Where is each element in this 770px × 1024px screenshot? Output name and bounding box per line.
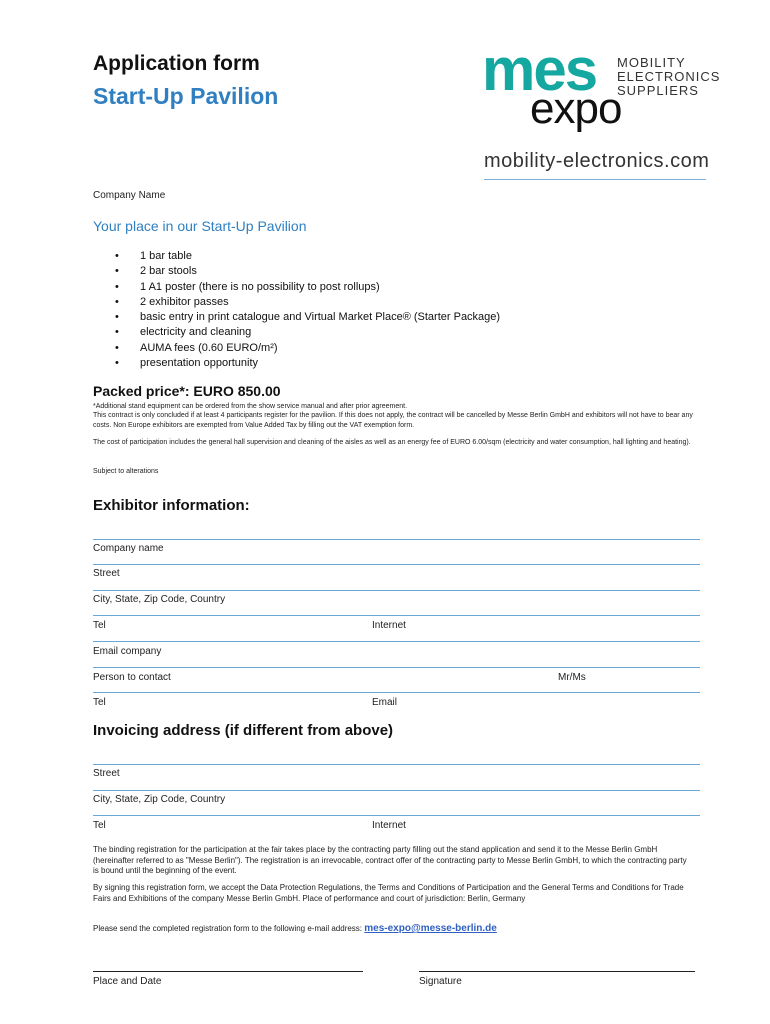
invoice-tel-field[interactable]: Tel bbox=[93, 820, 106, 831]
field-divider bbox=[93, 615, 700, 616]
price-heading: Packed price*: EURO 850.00 bbox=[93, 383, 281, 399]
list-item: • 2 exhibitor passes bbox=[93, 295, 500, 310]
logo-tagline-line: MOBILITY bbox=[617, 55, 686, 70]
field-divider bbox=[93, 564, 700, 565]
send-text: Please send the completed registration form to the following e-mail address: bbox=[93, 924, 363, 933]
exhibitor-heading: Exhibitor information: bbox=[93, 497, 250, 514]
field-divider bbox=[93, 641, 700, 642]
invoicing-heading: Invoicing address (if different from above) bbox=[93, 722, 394, 739]
price-note-3: The cost of participation includes the general hall supervision and cleaning of the aisles as well as an energy fee of EURO 6.00/sqm (electricity and water consumption, hall lighting and heating). bbox=[93, 439, 691, 446]
logo-mes: mes bbox=[482, 36, 597, 103]
terms-paragraph: By signing this registration form, we accept the Data Protection Regulations, the Terms and Conditions of Participation and the General Terms and Conditions for Trade Fairs and Exhibitions of the company Messe Berlin GmbH. Place of performance and court of jurisdiction: Berlin, Germany bbox=[93, 883, 684, 903]
signature-label: Signature bbox=[419, 976, 462, 987]
mr-ms-field[interactable]: Mr/Ms bbox=[558, 672, 586, 683]
field-divider bbox=[93, 539, 700, 540]
send-instructions bbox=[93, 924, 713, 935]
form-subtitle: Start-Up Pavilion bbox=[93, 83, 279, 109]
internet-field[interactable]: Internet bbox=[372, 620, 406, 631]
tel2-field[interactable]: Tel bbox=[93, 697, 106, 708]
field-divider bbox=[93, 667, 700, 668]
pavilion-heading: Your place in our Start-Up Pavilion bbox=[93, 218, 307, 234]
price-note-2: This contract is only concluded if at least 4 participants register for the pavilion. If this does not apply, the contract will be cancelled by Messe Berlin GmbH and exhibitors will not have to bear any costs. Non Europe exhibitors are exempted from Value Added Tax by filling out the VAT exemption form. bbox=[93, 412, 693, 429]
invoice-city-field[interactable]: City, State, Zip Code, Country bbox=[93, 794, 226, 805]
header-divider bbox=[484, 179, 706, 180]
street-field[interactable]: Street bbox=[93, 568, 120, 579]
company-name-label: Company Name bbox=[93, 190, 166, 201]
tel-field[interactable]: Tel bbox=[93, 620, 106, 631]
signature-line[interactable] bbox=[419, 971, 695, 972]
person-contact-field[interactable]: Person to contact bbox=[93, 672, 171, 683]
logo-tagline-line: SUPPLIERS bbox=[617, 83, 699, 98]
list-item: • 1 bar table bbox=[93, 249, 500, 264]
list-item: • electricity and cleaning bbox=[93, 325, 500, 340]
email-company-field[interactable]: Email company bbox=[93, 646, 162, 657]
field-divider bbox=[93, 764, 700, 765]
invoice-street-field[interactable]: Street bbox=[93, 768, 120, 779]
place-date-line[interactable] bbox=[93, 971, 363, 972]
registration-paragraph: The binding registration for the participation at the fair takes place by the contracting party filling out the stand application and send it to the Messe Berlin GmbH (hereinafter referred to as "Messe Berlin"). The registration is an irrevocable, contract offer of the contracting party to Messe Berlin GmbH, to which the contracting party is bound until the beginning of the event. bbox=[93, 845, 687, 875]
logo-expo: expo bbox=[530, 84, 622, 133]
list-item: • AUMA fees (0.60 EURO/m²) bbox=[93, 341, 500, 356]
logo-tagline-line: ELECTRONICS bbox=[617, 69, 721, 84]
city-field[interactable]: City, State, Zip Code, Country bbox=[93, 594, 226, 605]
form-title: Application form bbox=[93, 52, 260, 75]
list-item: • 1 A1 poster (there is no possibility to post rollups) bbox=[93, 280, 500, 295]
list-item: • presentation opportunity bbox=[93, 356, 500, 371]
logo-tagline bbox=[617, 56, 720, 98]
list-item: • basic entry in print catalogue and Virtual Market Place® (Starter Package) bbox=[93, 310, 500, 325]
price-note-4: Subject to alterations bbox=[93, 468, 159, 475]
website: mobility-electronics.com bbox=[484, 150, 710, 172]
field-divider bbox=[93, 590, 700, 591]
list-item: • 2 bar stools bbox=[93, 264, 500, 279]
price-note-1: *Additional stand equipment can be ordered from the show service manual and after prior agreement. bbox=[93, 403, 408, 410]
place-date-label: Place and Date bbox=[93, 976, 162, 987]
email-field[interactable]: Email bbox=[372, 697, 398, 708]
invoice-internet-field[interactable]: Internet bbox=[372, 820, 406, 831]
email-link[interactable]: mes-expo@messe-berlin.de bbox=[364, 923, 497, 934]
company-name-field[interactable]: Company name bbox=[93, 543, 164, 554]
field-divider bbox=[93, 815, 700, 816]
field-divider bbox=[93, 790, 700, 791]
field-divider bbox=[93, 692, 700, 693]
pavilion-list bbox=[93, 249, 500, 371]
